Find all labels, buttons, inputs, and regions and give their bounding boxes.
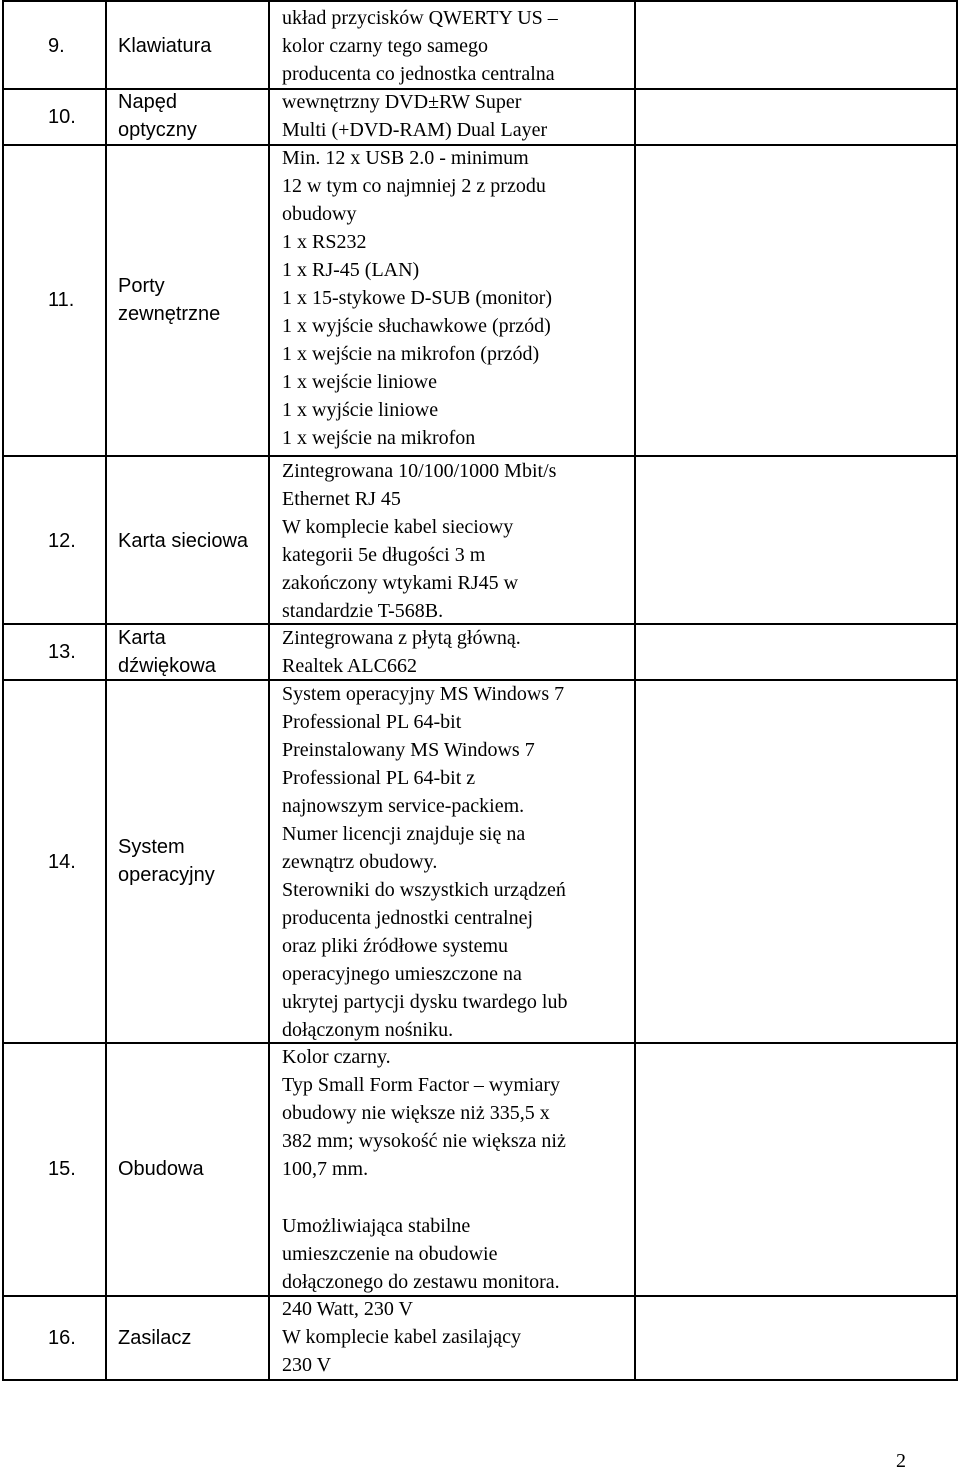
row-number: 13. [48, 641, 76, 663]
row-item-name: Obudowa [118, 1158, 204, 1180]
row-item-name: Karta sieciowa [118, 530, 249, 552]
row-spec: Kolor czarny. Typ Small Form Factor – wymiary obudowy nie większe niż 335,5 x 382 mm; wysokość nie większa niż 100,7 mm. Umożliwiająca stabilne umieszczenie na obudowie dołączonego do zestawu monitora. [282, 1046, 566, 1293]
table-border-bottom [2, 1379, 958, 1381]
row-number: 15. [48, 1158, 76, 1180]
row-spec: Zintegrowana 10/100/1000 Mbit/s Ethernet RJ 45 W komplecie kabel sieciowy kategorii 5e długości 3 m zakończony wtykami RJ45 w standardzie T-568B. [282, 460, 557, 622]
row-item-name: Napęd optyczny [118, 91, 197, 141]
row-spec: Min. 12 x USB 2.0 - minimum 12 w tym co najmniej 2 z przodu obudowy 1 x RS232 1 x RJ-45 (LAN) 1 x 15-stykowe D-SUB (monitor) 1 x wyjście słuchawkowe (przód) 1 x wejście na mikrofon (przód) 1 x wejście liniowe 1 x wyjście liniowe 1 x wejście na mikrofon [282, 147, 552, 449]
row-spec: wewnętrzny DVD±RW Super Multi (+DVD-RAM) Dual Layer [282, 91, 548, 141]
row-spec: Zintegrowana z płytą główną. Realtek ALC662 [282, 627, 521, 677]
page-number: 2 [896, 1450, 906, 1472]
row-item-name: System operacyjny [118, 836, 215, 886]
row-number: 12. [48, 530, 76, 552]
column-divider-name [268, 0, 270, 1381]
table-border-right [956, 0, 958, 1381]
row-item-name: Zasilacz [118, 1327, 192, 1349]
column-divider-spec [634, 0, 636, 1381]
row-item-name: Klawiatura [118, 35, 212, 57]
column-divider-num [105, 0, 107, 1381]
row-item-name: Porty zewnętrzne [118, 275, 221, 325]
table-border-left [2, 0, 4, 1381]
row-spec: układ przycisków QWERTY US – kolor czarny tego samego producenta co jednostka centralna [282, 7, 558, 85]
row-number: 9. [48, 35, 65, 57]
row-spec: 240 Watt, 230 V W komplecie kabel zasilający 230 V [282, 1298, 521, 1376]
row-number: 14. [48, 851, 76, 873]
row-number: 10. [48, 106, 76, 128]
row-spec: System operacyjny MS Windows 7 Professional PL 64-bit Preinstalowany MS Windows 7 Professional PL 64-bit z najnowszym service-packiem. Numer licencji znajduje się na zewnątrz obudowy. Sterowniki do wszystkich urządzeń producenta jednostki centralnej oraz pliki źródłowe systemu operacyjnego umieszczone na ukrytej partycji dysku twardego lub dołączonym nośniku. [282, 683, 568, 1041]
row-number: 11. [48, 289, 75, 311]
row-number: 16. [48, 1327, 76, 1349]
row-item-name: Karta dźwiękowa [118, 627, 216, 677]
table-border-top [2, 0, 958, 2]
